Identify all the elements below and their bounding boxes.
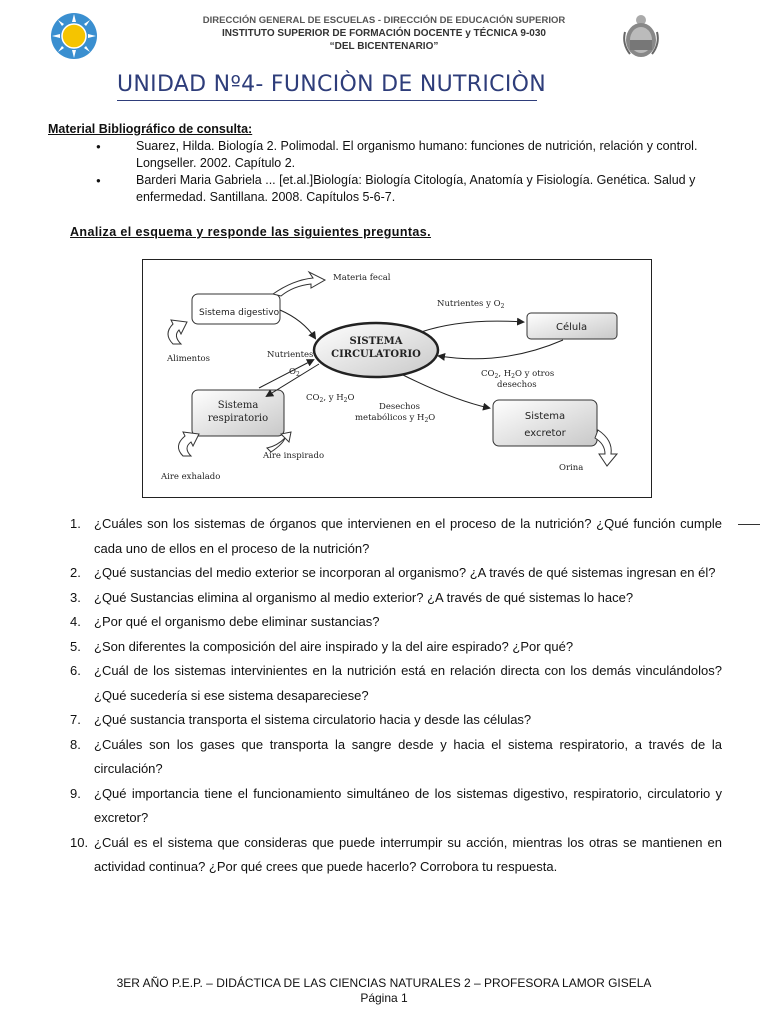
arrow-digestivo-circulatorio (280, 310, 315, 338)
bibliography-list (48, 138, 728, 206)
bibliography-item: ● Barderi Maria Gabriela ... [et.al.]Biología: Biología Citología, Anatomía y Fisiología. Genética. Salud y enfermedad. Santillana. 2008. Capítulos 5-6-7. (116, 172, 728, 206)
label-co2-h2o: $CO_2$, y $H_2O$ (306, 393, 355, 404)
label-aire-inspirado: Aire inspirado (263, 451, 325, 461)
question-text: ¿Por qué el organismo debe eliminar sustancias? (94, 614, 380, 629)
label-desechos: Desechos (379, 402, 420, 412)
label-respiratorio-2: respiratorio (207, 413, 269, 424)
page-title: UNIDAD Nº4- FUNCIÒN DE NUTRICIÒN (117, 72, 546, 97)
footer-course-line: 3ER AÑO P.E.P. – DIDÁCTICA DE LAS CIENCIAS NATURALES 2 – PROFESORA LAMOR GISELA (116, 976, 652, 990)
footer-page-number: Página 1 (360, 991, 408, 1005)
label-respiratorio-1: Sistema (217, 400, 259, 411)
question-item (70, 831, 722, 880)
arrow-to-celula (421, 321, 523, 332)
header-line-1: DIRECCIÓN GENERAL DE ESCUELAS - DIRECCIÓN DE EDUCACIÓN SUPERIOR (202, 15, 566, 26)
label-excretor-2: excretor (524, 428, 566, 439)
question-item (70, 561, 722, 586)
question-item (70, 708, 722, 733)
question-item (70, 659, 722, 708)
arrow-from-celula (439, 340, 563, 359)
question-number: 4. (70, 614, 81, 629)
question-number: 3. (70, 589, 81, 605)
header-line-2: INSTITUTO SUPERIOR DE FORMACIÓN DOCENTE y TÉCNICA 9-030 (222, 28, 546, 39)
question-number: 10. (70, 834, 89, 850)
bibliography-item: ● Suarez, Hilda. Biología 2. Polimodal. El organismo humano: funciones de nutrición, relación y control. Longseller. 2002. Capítulo 2. (116, 138, 728, 172)
label-celula: Célula (556, 322, 588, 333)
label-desechos-small: desechos (497, 380, 537, 390)
question-list (70, 512, 722, 880)
question-number: 9. (70, 785, 81, 801)
label-orina: Orina (559, 463, 584, 473)
label-excretor-1: Sistema (524, 411, 566, 422)
question-item (70, 635, 722, 660)
label-o2: $O_2$ (289, 367, 300, 378)
question-text: ¿Son diferentes la composición del aire inspirado y la del aire espirado? ¿Por qué? (94, 638, 574, 654)
label-nutrientes-o2: Nutrientes y $O_2$ (437, 299, 505, 310)
bibliography-heading: Material Bibliográfico de consulta: (48, 122, 253, 136)
question-item (70, 733, 722, 782)
question-number: 6. (70, 663, 81, 678)
label-circulatorio-2: CIRCULATORIO (331, 349, 421, 360)
question-text: ¿Cuál es el sistema que consideras que puede interrumpir su acción, mientras los otras se mantienen en actividad continua? ¿Por qué crees que puede hacerlo? Corrobora tu respuesta. (94, 834, 722, 874)
question-item (70, 782, 722, 831)
arrow-orina (595, 430, 617, 466)
arrow-aire-exhalado (178, 432, 199, 456)
question-text: ¿Qué sustancia transporta el sistema circulatorio hacia y desde las células? (94, 712, 532, 727)
label-circulatorio-1: SISTEMA (349, 336, 403, 347)
instruction-text: Analiza el esquema y responde las siguientes preguntas. (70, 225, 432, 239)
label-materia-fecal: Materia fecal (333, 273, 391, 283)
question-number: 2. (70, 565, 81, 580)
question-text: ¿Qué importancia tiene el funcionamiento simultáneo de los sistemas digestivo, respiratorio, circulatorio y excretor? (94, 785, 722, 825)
question-item (70, 586, 722, 611)
header-line-3: “DEL BICENTENARIO” (329, 41, 439, 52)
question-number: 7. (70, 712, 81, 727)
arrow-alimentos (168, 320, 187, 344)
question-text: ¿Cuál de los sistemas intervinientes en la nutrición está en relación directa con los demás vinculándolos? ¿Qué sucedería si ese sistema desapareciese? (94, 663, 722, 703)
question-text: ¿Qué sustancias del medio exterior se incorporan al organismo? ¿A través de qué sistemas ingresan en él? (94, 565, 716, 580)
question-number: 8. (70, 736, 81, 752)
page-footer (0, 976, 768, 1006)
institution-header (0, 14, 768, 53)
nutrition-diagram (142, 259, 652, 498)
label-aire-exhalado: Aire exhalado (161, 472, 221, 482)
question-item (70, 610, 722, 635)
margin-dash (738, 524, 760, 525)
question-text: ¿Cuáles son los gases que transporta la sangre desde y hacia el sistema respiratorio, a través de la circulación? (94, 736, 722, 776)
box-sistema-excretor (493, 400, 597, 446)
question-item (70, 512, 722, 561)
label-nutrientes: Nutrientes (267, 350, 314, 360)
title-underline (117, 100, 537, 101)
question-number: 5. (70, 638, 81, 654)
diagram-canvas (143, 260, 651, 497)
bibliography-section (48, 122, 728, 206)
question-text: ¿Qué Sustancias elimina al organismo al medio exterior? ¿A través de qué sistemas lo hace? (94, 589, 634, 605)
question-number: 1. (70, 516, 81, 531)
label-metabolicos: metabólicos y $H_2O$ (355, 413, 436, 424)
label-alimentos: Alimentos (167, 354, 211, 364)
arrow-materia-fecal (273, 272, 325, 296)
label-sistema-digestivo: Sistema digestivo (199, 308, 280, 318)
question-text: ¿Cuáles son los sistemas de órganos que intervienen en el proceso de la nutrición? ¿Qué función cumple cada uno de ellos en el proceso de la nutrición? (94, 516, 722, 556)
label-co2-h2o-otros: $CO_2$, $H_2O$ y otros (481, 369, 555, 380)
